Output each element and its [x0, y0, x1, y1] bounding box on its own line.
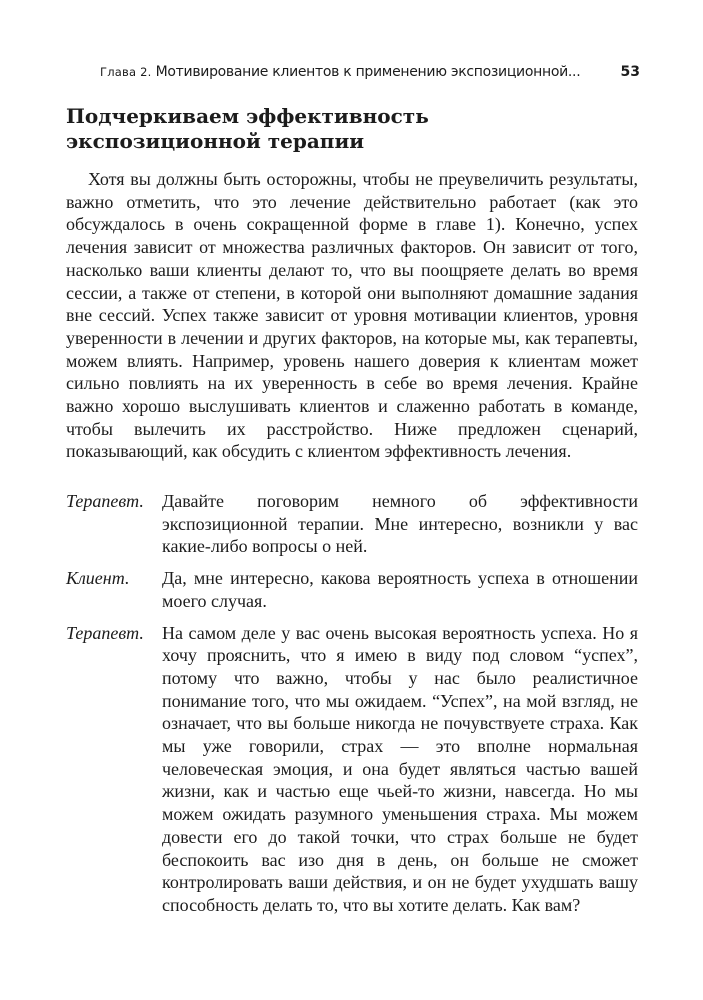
- page-number: 53: [620, 64, 640, 80]
- chapter-name: Мотивирование клиентов к применению экспозиционной...: [151, 64, 581, 80]
- body-paragraph: Хотя вы должны быть осторожны, чтобы не преувеличить результаты, важно отметить, что это лечение действительно работает (как это обсуждалось в очень сокращенной форме в главе 1). Конечно, успех лечения зависит от множества различных факторов. Он зависит от того, насколько ваши клиенты делают то, что вы поощряете делать во время сессии, а также от степени, в которой они выполняют домашние задания вне сессий. Успех также зависит от уровня мотивации клиентов, уровня уверенности в лечении и других факторов, на которые мы, как терапевты, можем влиять. Например, уровень нашего доверия к клиентам может сильно повлиять на их уверенность в себе во время лечения. Крайне важно хорошо выслушивать клиентов и слаженно работать в команде, чтобы вылечить их расстройство. Ниже предложен сценарий, показывающий, как обсудить с клиентом эффективность лечения.: [66, 169, 638, 462]
- utterance-text: Да, мне интересно, какова вероятность успеха в отношении моего случая.: [162, 568, 638, 611]
- dialogue-turn: [66, 567, 638, 612]
- chapter-title: [100, 61, 580, 83]
- speaker-label: Терапевт.: [66, 491, 144, 511]
- utterance-text: На самом деле у вас очень высокая вероятность успеха. Но я хочу прояснить, что я имею в виду под словом “успех”, потому что важно, чтобы у нас было реалистичное понимание того, что мы ожидаем. “Успех”, на мой взгляд, не означает, что вы больше никогда не почувствуете страха. Как мы уже говорили, страх — это вполне нормальная человеческая эмоция, и она будет являться частью вашей жизни, как и частью еще чьей-то жизни, навсегда. Но мы можем ожидать разумного уменьшения страха. Мы можем довести его до такой точки, что страх больше не будет беспокоить вас изо дня в день, он больше не сможет контролировать ваши действия, и он не будет ухудшать вашу способность делать то, что вы хотите делать. Как вам?: [162, 622, 638, 915]
- speaker-label: Терапевт.: [66, 622, 144, 643]
- running-header: [100, 61, 640, 83]
- utterance-text: Давайте поговорим немного об эффективности экспозиционной терапии. Мне интересно, возникли у вас какие-либо вопросы о ней.: [162, 491, 638, 557]
- dialogue-turn: [66, 622, 638, 917]
- dialogue-turn: [66, 490, 638, 558]
- chapter-prefix: Глава 2.: [100, 65, 152, 79]
- dialogue: [66, 490, 638, 926]
- speaker-label: Клиент.: [66, 568, 130, 589]
- section-heading: Подчеркиваем эффективность экспозиционной терапии: [66, 104, 429, 153]
